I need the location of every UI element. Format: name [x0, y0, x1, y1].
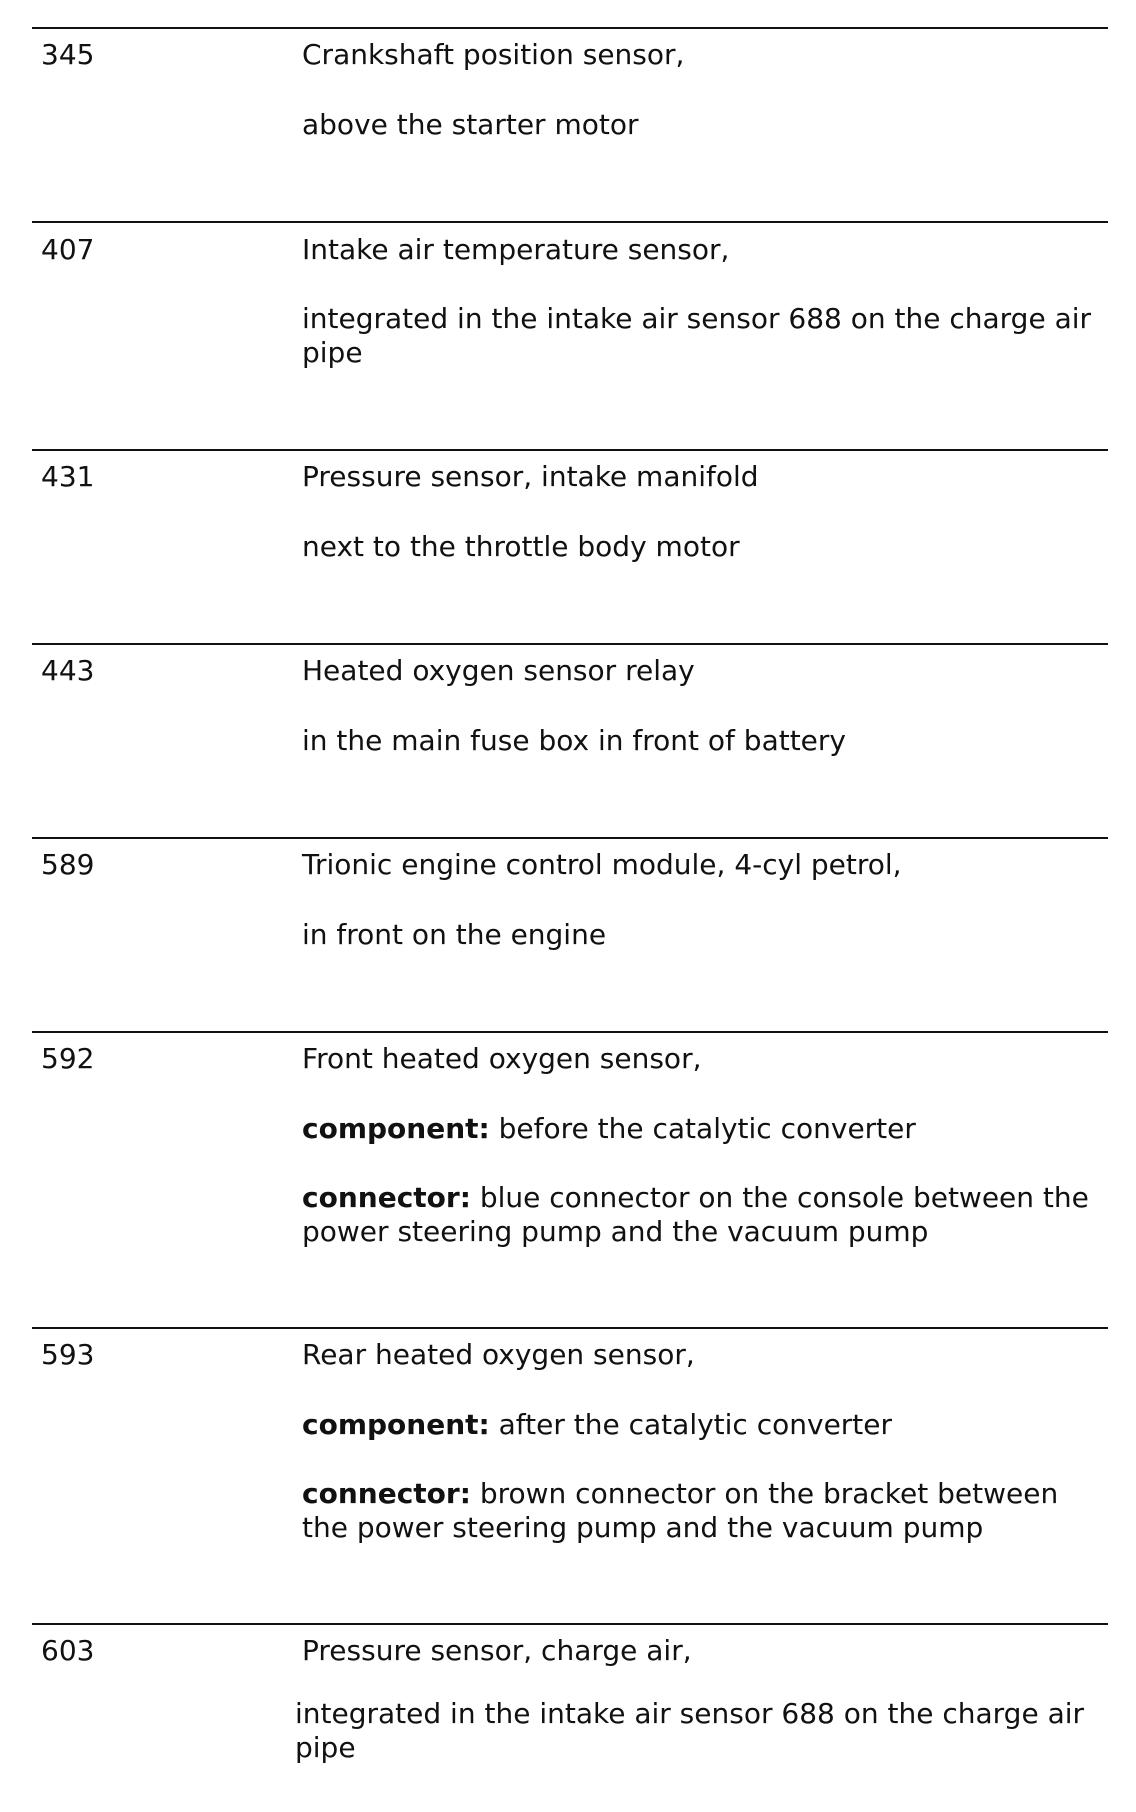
component-location: integrated in the intake air sensor 688 on the charge air pipe: [302, 302, 1092, 369]
row-divider: [32, 27, 1108, 29]
component-text: after the catalytic converter: [498, 1408, 893, 1441]
connector-text: brown connector on the bracket between the power steering pump and the vacuum pump: [302, 1477, 1059, 1544]
component-code: 589: [41, 848, 95, 881]
component-label: component:: [302, 1112, 490, 1145]
component-title: Crankshaft position sensor,: [302, 38, 685, 71]
row-divider: [32, 837, 1108, 839]
component-location: integrated in the intake air sensor 688 on the charge air pipe: [295, 1697, 1085, 1764]
connector-label: connector:: [302, 1477, 471, 1510]
component-title: Pressure sensor, charge air,: [302, 1634, 692, 1667]
connector-label: connector:: [302, 1181, 471, 1214]
component-code: 603: [41, 1634, 95, 1667]
component-location-detail: [302, 1408, 1102, 1442]
component-location: in the main fuse box in front of battery: [302, 724, 846, 757]
component-code: 443: [41, 654, 95, 687]
component-title: Heated oxygen sensor relay: [302, 654, 695, 687]
component-title: Trionic engine control module, 4-cyl petrol,: [302, 848, 902, 881]
component-code: 345: [41, 38, 95, 71]
row-divider: [32, 643, 1108, 645]
component-location: in front on the engine: [302, 918, 607, 951]
component-location: above the starter motor: [302, 108, 639, 141]
row-divider: [32, 449, 1108, 451]
row-divider: [32, 221, 1108, 223]
component-code: 431: [41, 460, 95, 493]
component-code: 592: [41, 1042, 95, 1075]
row-divider: [32, 1327, 1108, 1329]
component-label: component:: [302, 1408, 490, 1441]
row-divider: [32, 1623, 1108, 1625]
component-title: Front heated oxygen sensor,: [302, 1042, 702, 1075]
component-title: Pressure sensor, intake manifold: [302, 460, 759, 493]
connector-text: blue connector on the console between the power steering pump and the vacuum pump: [302, 1181, 1089, 1248]
component-text: before the catalytic converter: [498, 1112, 916, 1145]
component-title: Rear heated oxygen sensor,: [302, 1338, 695, 1371]
component-location: next to the throttle body motor: [302, 530, 740, 563]
component-title: Intake air temperature sensor,: [302, 233, 730, 266]
connector-location-detail: [302, 1181, 1102, 1249]
component-code: 407: [41, 233, 95, 266]
row-divider: [32, 1031, 1108, 1033]
component-location-detail: [302, 1112, 1102, 1146]
component-code: 593: [41, 1338, 95, 1371]
connector-location-detail: [302, 1477, 1102, 1545]
